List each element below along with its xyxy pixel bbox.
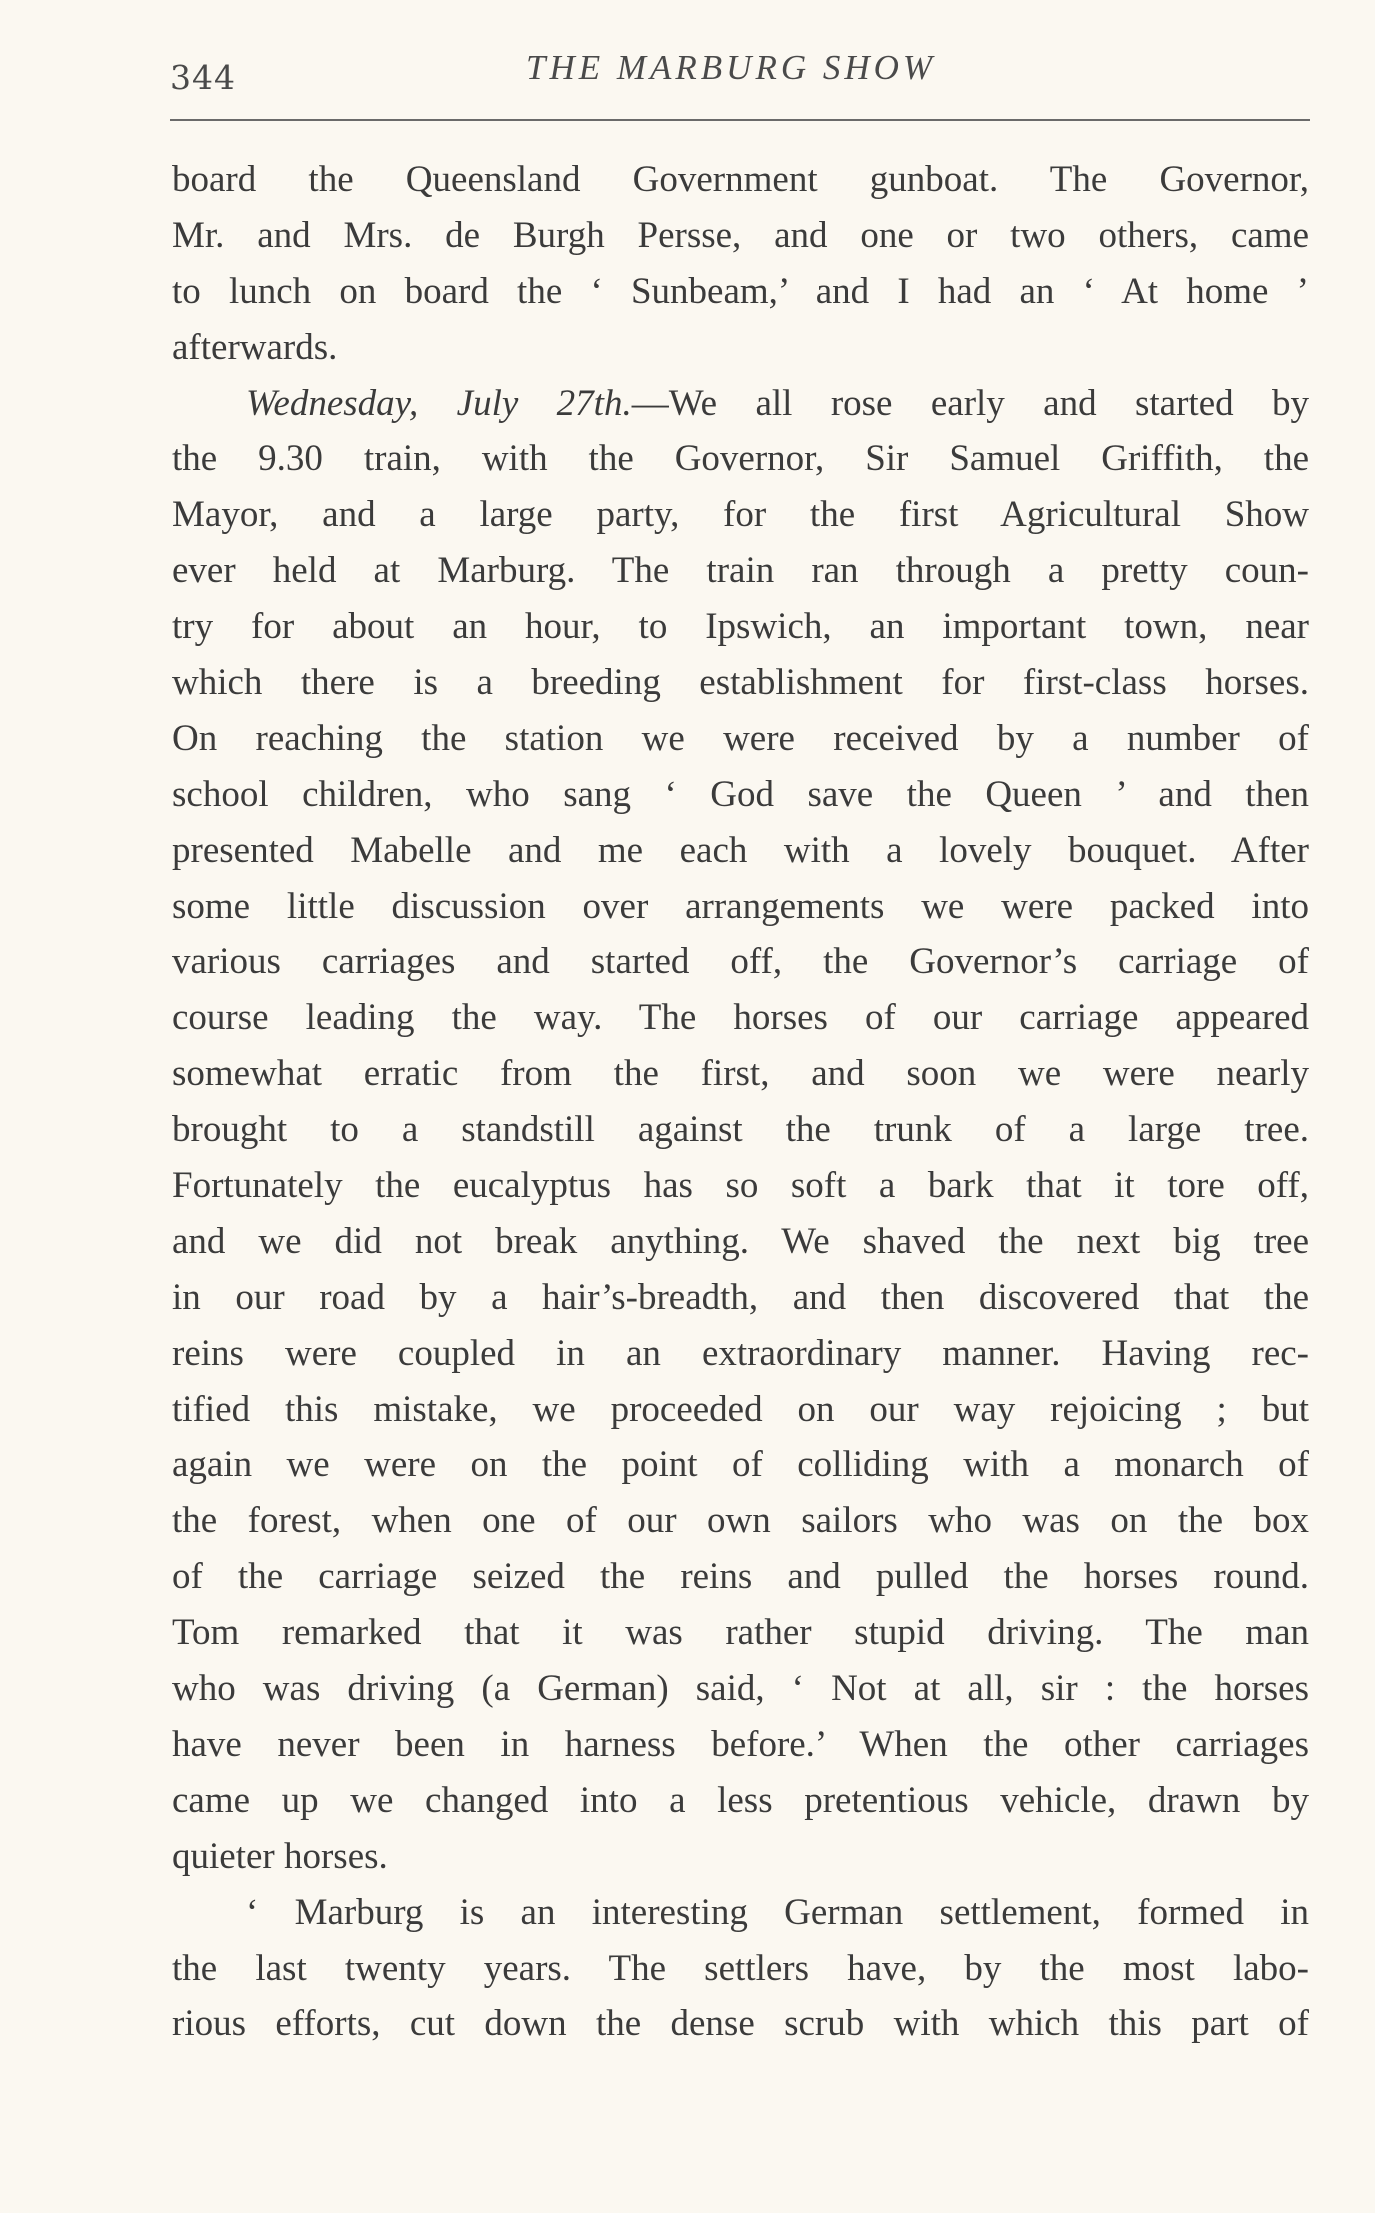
text-line: ‘ Marburg is an interesting German settlement, formed in xyxy=(246,1891,1309,1933)
date-line-text: —We all rose early and started by xyxy=(631,382,1309,424)
text-line: again we were on the point of colliding with a monarch of xyxy=(172,1444,1309,1486)
text-line: quieter horses. xyxy=(172,1835,388,1877)
text-line: reins were coupled in an extraordinary manner. Having rec- xyxy=(172,1332,1309,1374)
running-title: THE MARBURG SHOW xyxy=(526,48,937,87)
text-line: and we did not break anything. We shaved the next big tree xyxy=(172,1220,1309,1262)
text-line: somewhat erratic from the first, and soon we were nearly xyxy=(172,1053,1309,1095)
text-line: which there is a breeding establishment for first-class horses. xyxy=(172,662,1309,704)
text-line: Tom remarked that it was rather stupid driving. The man xyxy=(172,1612,1309,1654)
text-line: school children, who sang ‘ God save the Queen ’ and then xyxy=(172,773,1309,815)
text-line: tified this mistake, we proceeded on our way rejoicing ; but xyxy=(172,1388,1309,1430)
body-text xyxy=(172,152,1309,2052)
text-line: to lunch on board the ‘ Sunbeam,’ and I had an ‘ At home ’ xyxy=(172,270,1309,312)
text-line: rious efforts, cut down the dense scrub with which this part of xyxy=(172,2003,1309,2045)
text-line: Fortunately the eucalyptus has so soft a bark that it tore off, xyxy=(172,1165,1309,1207)
text-line: Mayor, and a large party, for the first Agricultural Show xyxy=(172,494,1309,536)
text-line: who was driving (a German) said, ‘ Not at all, sir : the horses xyxy=(172,1668,1309,1710)
text-line: have never been in harness before.’ When the other carriages xyxy=(172,1723,1309,1765)
text-line: Mr. and Mrs. de Burgh Persse, and one or two others, came xyxy=(172,214,1309,256)
text-line: various carriages and started off, the Governor’s carriage of xyxy=(172,941,1309,983)
text-line: of the carriage seized the reins and pulled the horses round. xyxy=(172,1556,1309,1598)
text-line: brought to a standstill against the trunk of a large tree. xyxy=(172,1109,1309,1151)
text-line: board the Queensland Government gunboat. The Governor, xyxy=(172,159,1309,200)
page-number: 344 xyxy=(170,58,236,97)
text-line: ever held at Marburg. The train ran through a pretty coun- xyxy=(172,550,1309,592)
page-header xyxy=(170,48,1310,128)
text-line: afterwards. xyxy=(172,326,338,368)
text-line: On reaching the station we were received by a number of xyxy=(172,717,1309,759)
date-heading: Wednesday, July 27th. xyxy=(246,382,632,424)
text-line: in our road by a hair’s-breadth, and then discovered that the xyxy=(172,1276,1309,1318)
text-line: some little discussion over arrangements we were packed into xyxy=(172,885,1309,927)
text-line: presented Mabelle and me each with a lovely bouquet. After xyxy=(172,829,1309,871)
text-line: the forest, when one of our own sailors who was on the box xyxy=(172,1500,1309,1542)
text-line: try for about an hour, to Ipswich, an important town, near xyxy=(172,606,1309,648)
text-line: the 9.30 train, with the Governor, Sir Samuel Griffith, the xyxy=(172,438,1309,480)
text-line: the last twenty years. The settlers have, by the most labo- xyxy=(172,1947,1309,1989)
text-line: course leading the way. The horses of our carriage appeared xyxy=(172,997,1309,1039)
text-line: came up we changed into a less pretentious vehicle, drawn by xyxy=(172,1779,1309,1821)
header-rule xyxy=(170,119,1310,121)
date-line xyxy=(172,376,1309,432)
